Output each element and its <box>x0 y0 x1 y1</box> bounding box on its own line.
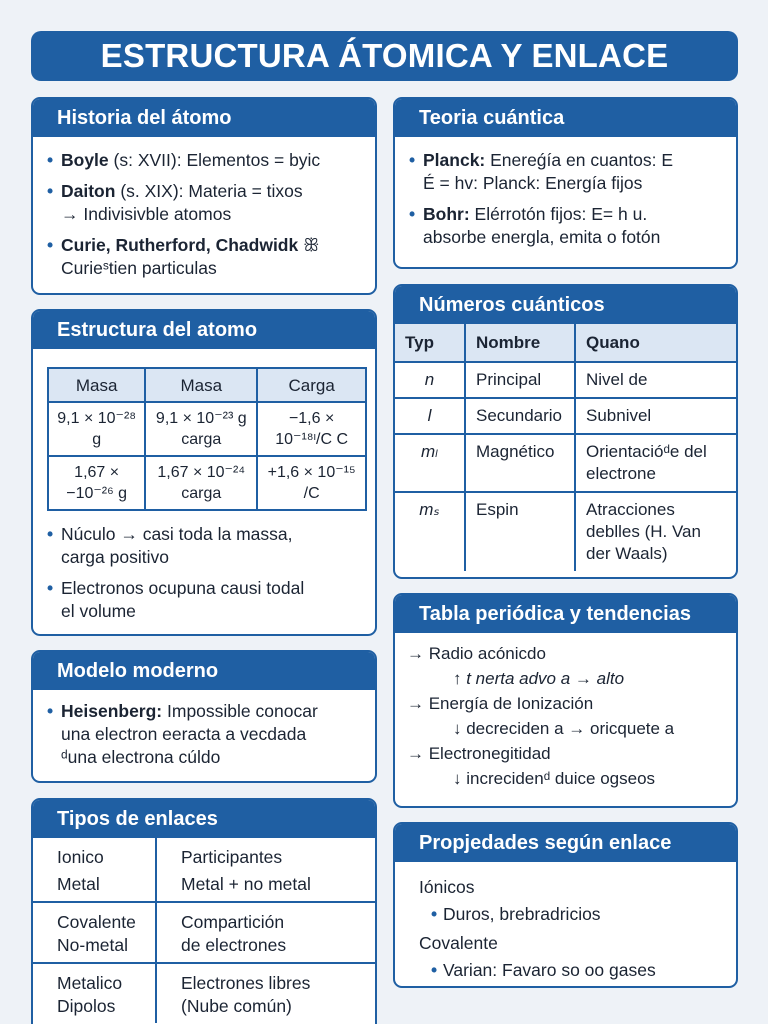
estructura-heading: Estructura del atomo <box>33 311 375 349</box>
table-row: 1,67 × −10⁻²⁶ g 1,67 × 10⁻²⁴ carga +1,6 × 10⁻¹⁵ /C <box>48 456 366 510</box>
tipos-heading: Tipos de enlaces <box>33 800 375 838</box>
modelo-card <box>31 650 377 783</box>
page-title: ESTRUCTURA ÁTOMICA Y ENLACE <box>31 31 738 81</box>
propiedades-heading: Propjedades según enlace <box>395 824 736 862</box>
table-header: Nombre <box>465 324 575 362</box>
table-row: l Secundario Subnivel <box>395 398 736 434</box>
particle-table <box>47 367 367 511</box>
historia-item: • Curie, Rutherford, Chadwidk ꕥ Curieˢtien particulas <box>47 234 361 280</box>
table-header: Quano <box>575 324 736 362</box>
estructura-item: • Electronos ocupuna causi todal el volume <box>47 577 361 623</box>
trend-line: → Energía de Ionización <box>407 694 594 713</box>
trend-line: → Electronegitidad <box>407 744 551 763</box>
prop-group-label: Covalente <box>419 933 498 953</box>
table-row: mₗ Magnético Orientacióᵈe del electrone <box>395 434 736 492</box>
table-row: Ionico Metal Participantes Metal + no metal <box>33 838 375 902</box>
estructura-item: • Núculo → casi toda la massa, carga positivo <box>47 523 361 569</box>
teoria-item: • Bohr: Elérrotón fijos: E= h u. absorbe energla, emita o fotón <box>409 203 722 249</box>
modelo-heading: Modelo moderno <box>33 652 375 690</box>
modelo-item: • Heisenberg: Impossible conocar una electron eeracta a vecdada ᵈuna electrona cúldo <box>47 700 361 769</box>
estructura-card <box>31 309 377 636</box>
table-row: 9,1 × 10⁻²⁸ g 9,1 × 10⁻²³ g carga −1,6 × 10⁻¹⁸ᶦ/C C <box>48 402 366 456</box>
table-header: Carga <box>257 368 366 402</box>
propiedades-card <box>393 822 738 988</box>
historia-heading: Historia del átomo <box>33 99 375 137</box>
table-row: Covalente No-metal Compartición de electrones <box>33 902 375 963</box>
prop-item: • Varian: Favaro so oo gases <box>409 957 722 984</box>
tabla-card <box>393 593 738 808</box>
tabla-heading: Tabla periódica y tendencias <box>395 595 736 633</box>
trend-line: ↓ increcidenᵈ duice ogseos <box>453 769 656 788</box>
trend-line: ↑ t nerta advo a → alto <box>453 669 625 688</box>
numeros-heading: Números cuánticos <box>395 286 736 324</box>
prop-item: • Duros, brebradricios <box>409 901 722 928</box>
teoria-heading: Teoria cuántica <box>395 99 736 137</box>
teoria-card <box>393 97 738 269</box>
prop-group-label: Iónicos <box>419 877 475 897</box>
table-row: mₛ Espin Atracciones deblles (H. Van der Waals) <box>395 492 736 571</box>
numeros-card <box>393 284 738 579</box>
trend-line: → Radio acónicdo <box>407 644 546 663</box>
trend-line: ↓ decreciden a → oricquete a <box>453 719 675 738</box>
historia-item: • Boyle (s: XVII): Elementos = byic <box>47 149 361 172</box>
historia-item: • Daiton (s. XIX): Materia = tixos → Indivisivble atomos <box>47 180 361 226</box>
historia-card <box>31 97 377 295</box>
table-header: Masa <box>145 368 257 402</box>
tipos-card <box>31 798 377 1024</box>
table-header: Typ <box>395 324 465 362</box>
bond-types-table <box>33 838 375 1023</box>
teoria-item: • Planck: Enereǵía en cuantos: E É = hv: Planck: Energía fijos <box>409 149 722 195</box>
table-header: Masa <box>48 368 145 402</box>
table-row: n Principal Nivel de <box>395 362 736 398</box>
quantum-numbers-table <box>395 324 736 571</box>
table-row: Metalico Dipolos Electrones libres (Nube común) <box>33 963 375 1023</box>
